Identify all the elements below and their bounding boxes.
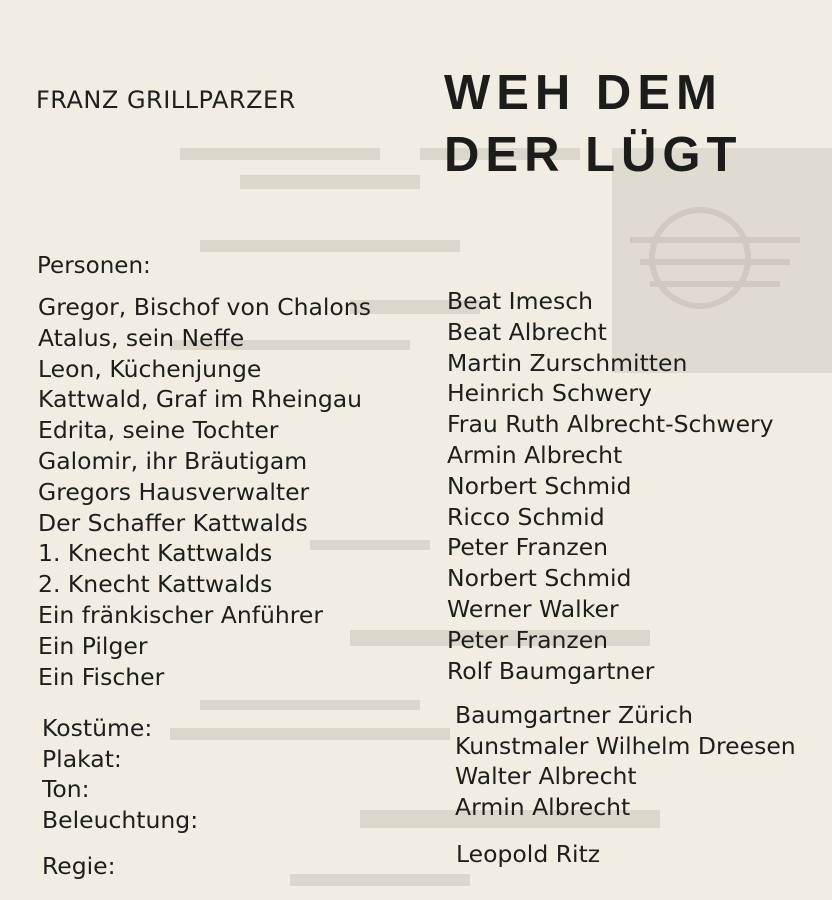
- play-title: [444, 62, 742, 186]
- play-title-line: WEH DEM: [444, 66, 723, 120]
- cast-role: 2. Knecht Kattwalds: [38, 570, 273, 599]
- crew-role: Ton:: [42, 775, 90, 803]
- cast-actor: Rolf Baumgartner: [447, 656, 655, 685]
- cast-role: Ein Fischer: [38, 662, 165, 691]
- cast-heading: Personen:: [37, 253, 151, 279]
- play-title-line: DER LÜGT: [444, 128, 743, 182]
- cast-actor: Norbert Schmid: [447, 471, 632, 500]
- crew-role: Beleuchtung:: [42, 805, 199, 834]
- author-name: FRANZ GRILLPARZER: [36, 86, 296, 114]
- cast-actor: Beat Imesch: [447, 287, 594, 315]
- cast-actor: Frau Ruth Albrecht-Schwery: [447, 410, 774, 439]
- cast-role: Gregors Hausverwalter: [38, 477, 310, 506]
- cast-actor: Norbert Schmid: [447, 564, 632, 593]
- cast-actor: Heinrich Schwery: [447, 379, 653, 408]
- crew-name: Armin Albrecht: [455, 792, 631, 821]
- cast-role: Kattwald, Graf im Rheingau: [38, 385, 363, 414]
- cast-actor-list: [447, 286, 832, 686]
- cast-role: Atalus, sein Neffe: [38, 323, 245, 352]
- cast-role: 1. Knecht Kattwalds: [38, 539, 273, 568]
- crew-name-list: [455, 700, 796, 822]
- cast-role: Ein fränkischer Anführer: [38, 600, 324, 629]
- cast-role: Galomir, ihr Bräutigam: [38, 446, 308, 475]
- cast-role: Gregor, Bischof von Chalons: [38, 293, 371, 321]
- cast-actor: Peter Franzen: [447, 533, 609, 562]
- cast-actor: Armin Albrecht: [447, 440, 623, 469]
- cast-actor: Ricco Schmid: [447, 502, 605, 531]
- crew-name: Kunstmaler Wilhelm Dreesen: [455, 731, 796, 760]
- crew-role: Plakat:: [42, 744, 122, 773]
- cast-role: Der Schaffer Kattwalds: [38, 508, 308, 537]
- cast-actor: Martin Zurschmitten: [447, 348, 688, 377]
- cast-role: Ein Pilger: [38, 631, 148, 660]
- crew-role: Kostüme:: [42, 714, 153, 742]
- cast-role: Edrita, seine Tochter: [38, 416, 279, 445]
- crew-name: Walter Albrecht: [455, 762, 637, 791]
- crew-role-list: [42, 713, 198, 835]
- cast-actor: Werner Walker: [447, 594, 619, 623]
- cast-role-list: [38, 292, 443, 692]
- director-label: Regie:: [42, 852, 116, 880]
- crew-name: Baumgartner Zürich: [455, 701, 693, 729]
- director-name: Leopold Ritz: [456, 840, 601, 868]
- cast-actor: Peter Franzen: [447, 625, 609, 654]
- cast-role: Leon, Küchenjunge: [38, 354, 262, 383]
- cast-actor: Beat Albrecht: [447, 317, 607, 346]
